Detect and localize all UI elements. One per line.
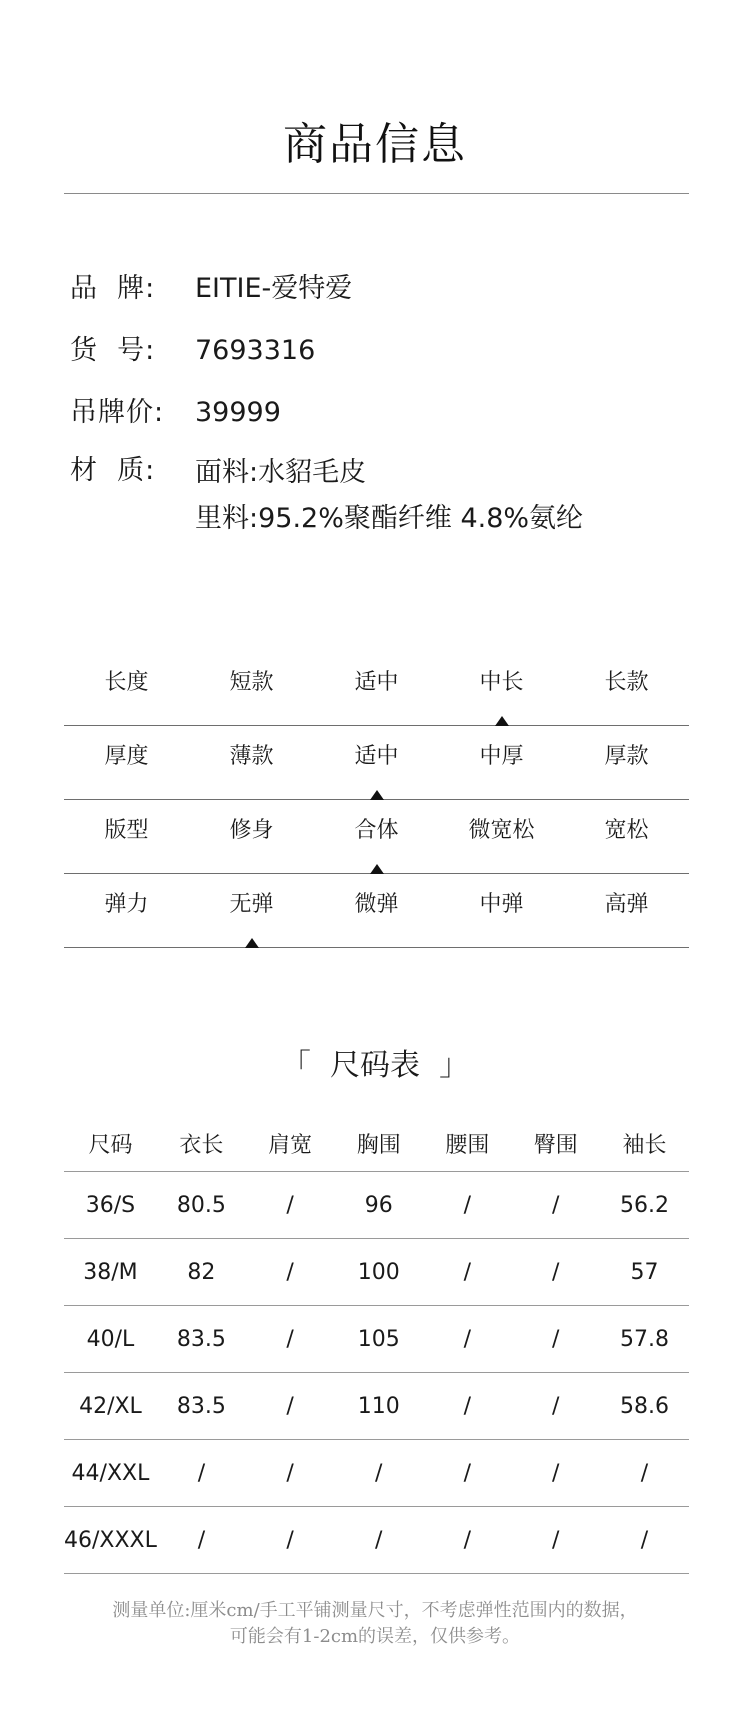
note-line-1: 测量单位:厘米cm/手工平铺测量尺寸，不考虑弹性范围内的数据， xyxy=(112,1600,638,1621)
attribute-option-label: 适中 xyxy=(354,744,399,769)
table-row xyxy=(64,1239,689,1306)
attribute-option-label: 合体 xyxy=(354,818,399,843)
table-row xyxy=(64,1306,689,1373)
attribute-option-label: 高弹 xyxy=(604,892,649,917)
attribute-option xyxy=(314,652,439,725)
table-cell: / xyxy=(423,1507,511,1574)
attribute-row xyxy=(64,800,689,874)
table-cell: / xyxy=(423,1373,511,1440)
attribute-option-label: 厚款 xyxy=(604,744,649,769)
attribute-option-label: 宽松 xyxy=(604,818,649,843)
size-table-header-cell: 胸围 xyxy=(334,1115,423,1172)
table-cell: 42/XL xyxy=(64,1373,157,1440)
attribute-option-label: 短款 xyxy=(229,670,274,695)
attribute-option xyxy=(439,726,564,799)
table-cell: 56.2 xyxy=(600,1172,689,1239)
table-cell: / xyxy=(246,1239,334,1306)
table-cell: / xyxy=(512,1239,600,1306)
table-cell: 40/L xyxy=(64,1306,157,1373)
size-table-header xyxy=(64,1115,689,1172)
attribute-option xyxy=(314,726,439,799)
table-cell: 46/XXXL xyxy=(64,1507,157,1574)
attribute-option-label: 微弹 xyxy=(354,892,399,917)
table-cell: 36/S xyxy=(64,1172,157,1239)
table-cell: 57 xyxy=(600,1239,689,1306)
table-cell: 44/XXL xyxy=(64,1440,157,1507)
table-row xyxy=(64,1440,689,1507)
table-cell: / xyxy=(246,1373,334,1440)
attribute-option xyxy=(439,874,564,947)
attribute-option-label: 中弹 xyxy=(479,892,524,917)
size-table-title: 「 尺码表 」 xyxy=(280,1048,470,1083)
attribute-option-label: 长款 xyxy=(604,670,649,695)
table-row xyxy=(64,1507,689,1574)
table-cell: / xyxy=(334,1507,423,1574)
size-table-header-cell: 腰围 xyxy=(423,1115,511,1172)
table-row xyxy=(64,1373,689,1440)
table-cell: / xyxy=(246,1172,334,1239)
size-table-header-cell: 臀围 xyxy=(512,1115,600,1172)
table-cell: / xyxy=(157,1507,246,1574)
attribute-scales xyxy=(64,652,689,948)
selected-triangle-icon xyxy=(370,864,384,874)
table-cell: 58.6 xyxy=(600,1373,689,1440)
attribute-option-label: 无弹 xyxy=(229,892,274,917)
brand-row xyxy=(70,268,710,310)
attribute-name: 长度 xyxy=(104,670,149,695)
price-value: 39999 xyxy=(195,397,281,428)
material-row xyxy=(70,450,710,542)
table-cell: / xyxy=(600,1440,689,1507)
material-label: 材 质: xyxy=(70,455,156,486)
table-cell: / xyxy=(512,1306,600,1373)
attribute-option xyxy=(564,652,689,725)
material-lining: 里料:95.2%聚酯纤维 4.8%氨纶 xyxy=(195,503,584,534)
table-cell: 110 xyxy=(334,1373,423,1440)
size-table-header-cell: 衣长 xyxy=(157,1115,246,1172)
size-table-header-cell: 尺码 xyxy=(64,1115,157,1172)
attribute-option xyxy=(189,652,314,725)
table-cell: / xyxy=(246,1306,334,1373)
table-cell: 38/M xyxy=(64,1239,157,1306)
attribute-name: 版型 xyxy=(104,818,149,843)
size-table-body xyxy=(64,1172,689,1574)
attribute-option xyxy=(189,800,314,873)
attribute-row xyxy=(64,726,689,800)
attribute-name: 弹力 xyxy=(104,892,149,917)
price-label: 吊牌价: xyxy=(70,397,165,428)
sku-row xyxy=(70,330,710,372)
table-cell: 96 xyxy=(334,1172,423,1239)
attribute-option-label: 中厚 xyxy=(479,744,524,769)
selected-triangle-icon xyxy=(245,938,259,948)
attribute-option xyxy=(564,874,689,947)
table-cell: / xyxy=(334,1440,423,1507)
attribute-row xyxy=(64,652,689,726)
table-cell: / xyxy=(246,1507,334,1574)
attribute-option xyxy=(314,800,439,873)
attribute-name: 厚度 xyxy=(104,744,149,769)
table-cell: 80.5 xyxy=(157,1172,246,1239)
size-table-header-cell: 袖长 xyxy=(600,1115,689,1172)
attribute-option xyxy=(314,874,439,947)
selected-triangle-icon xyxy=(495,716,509,726)
size-table xyxy=(64,1115,689,1574)
attribute-option-label: 适中 xyxy=(354,670,399,695)
table-cell: / xyxy=(423,1306,511,1373)
attribute-option-label: 修身 xyxy=(229,818,274,843)
title-divider xyxy=(64,193,689,194)
table-cell: 57.8 xyxy=(600,1306,689,1373)
table-cell: 100 xyxy=(334,1239,423,1306)
table-cell: / xyxy=(600,1507,689,1574)
attribute-option-label: 微宽松 xyxy=(468,818,535,843)
table-cell: 105 xyxy=(334,1306,423,1373)
table-cell: 83.5 xyxy=(157,1373,246,1440)
attribute-option-label: 中长 xyxy=(479,670,524,695)
table-cell: / xyxy=(423,1172,511,1239)
table-cell: 82 xyxy=(157,1239,246,1306)
attribute-option xyxy=(564,726,689,799)
table-row xyxy=(64,1172,689,1239)
brand-value: EITIE-爱特爱 xyxy=(195,273,353,304)
table-cell: / xyxy=(512,1507,600,1574)
attribute-option-label: 薄款 xyxy=(229,744,274,769)
attribute-option xyxy=(189,874,314,947)
table-cell: / xyxy=(246,1440,334,1507)
size-table-header-cell: 肩宽 xyxy=(246,1115,334,1172)
sku-label: 货 号: xyxy=(70,335,156,366)
price-row xyxy=(70,392,710,434)
table-cell: / xyxy=(512,1440,600,1507)
page-title: 商品信息 xyxy=(283,119,467,170)
selected-triangle-icon xyxy=(370,790,384,800)
attribute-row xyxy=(64,874,689,948)
material-value xyxy=(195,450,710,542)
brand-label: 品 牌: xyxy=(70,273,156,304)
measurement-note xyxy=(0,1598,750,1650)
attribute-option xyxy=(439,652,564,725)
material-outer: 面料:水貂毛皮 xyxy=(195,457,367,488)
table-cell: 83.5 xyxy=(157,1306,246,1373)
attribute-option xyxy=(189,726,314,799)
product-info xyxy=(70,268,710,562)
table-cell: / xyxy=(512,1373,600,1440)
table-cell: / xyxy=(423,1239,511,1306)
table-cell: / xyxy=(157,1440,246,1507)
attribute-option xyxy=(564,800,689,873)
table-cell: / xyxy=(512,1172,600,1239)
attribute-option xyxy=(439,800,564,873)
table-cell: / xyxy=(423,1440,511,1507)
note-line-2: 可能会有1-2cm的误差，仅供参考。 xyxy=(229,1626,521,1647)
sku-value: 7693316 xyxy=(195,335,316,366)
